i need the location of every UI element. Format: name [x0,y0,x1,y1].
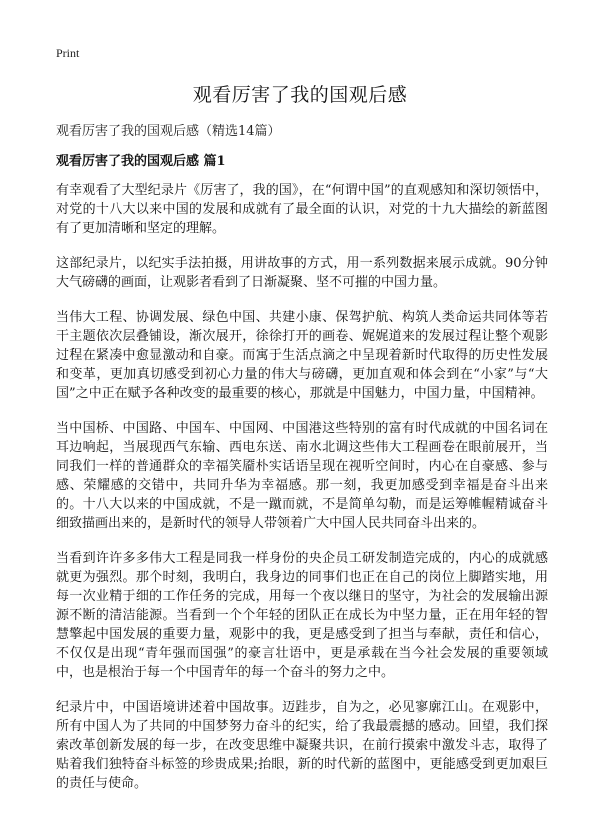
document-title: 观看厉害了我的国观后感 [192,84,408,106]
paragraph-4: 当中国桥、中国路、中国车、中国网、中国港这些特别的富有时代成就的中国名词在耳边响起，当展现西气东输、西电东送、南水北调这些伟大工程画卷在眼前展开，当同我们一样的普通群众的幸福笑靥朴实话语呈现在视听空间时，内心在自豪感、参与感、荣耀感的交错中，共同升华为幸福感。那一刻，我更加感受到幸福是奋斗出来的。十八大以来的中国成就，不是一蹴而就，不是简单勾勒，而是运筹帷幄精诚奋斗细致描画出来的，是新时代的领导人带领着广大中国人民共同奋斗出来的。 [56,421,548,531]
document-subtitle: 观看厉害了我的国观后感（精选14篇） [56,124,281,139]
paragraph-3: 当伟大工程、协调发展、绿色中国、共建小康、保驾护航、构筑人类命运共同体等若干主题依次层叠铺设，渐次展开，徐徐打开的画卷、娓娓道来的发展过程让整个观影过程在紧凑中愈显激动和自豪。而寓于生活点滴之中呈现着新时代取得的历史性发展和变革，更加真切感受到初心力量的伟大与磅礴，更加直观和体会到在“小家”与“大国”之中正在赋予各种改变的最重要的核心，那就是中国魅力，中国力量，中国精神。 [56,310,548,401]
print-link[interactable]: Print [56,46,80,60]
article-body [56,181,548,809]
paragraph-6: 纪录片中，中国语境讲述着中国故事。迈跬步，自为之，必见寥廓江山。在观影中，所有中国人为了共同的中国梦努力奋斗的纪实，给了我最震撼的感动。回望，我们探索改革创新发展的每一步，在改变思维中凝聚共识，在前行摸索中激发斗志，取得了贴着我们独特奋斗标签的珍贵成果;抬眼，新的时代新的蓝图中，更能感受到更加艰巨的责任与使命。 [56,700,548,791]
paragraph-5: 当看到许许多多伟大工程是同我一样身份的央企员工研发制造完成的，内心的成就感就更为强烈。那个时刻，我明白，我身边的同事们也正在自己的岗位上脚踏实地，用每一次业精于细的工作任务的完成，用每一个夜以继日的坚守，为社会的发展输出源源不断的清洁能源。当看到一个个年轻的团队正在成长为中坚力量，正在用年轻的智慧擎起中国发展的重要力量，观影中的我，更是感受到了担当与奉献，责任和信心，不仅仅是出现“青年强而国强”的豪言壮语中，更是承载在当今社会发展的重要领域中，也是根治于每一个中国青年的每一个奋斗的努力之中。 [56,551,548,680]
paragraph-2: 这部纪录片，以纪实手法拍摄，用讲故事的方式，用一系列数据来展示成就。90分钟大气磅礴的画面，让观影者看到了日渐凝聚、坚不可摧的中国力量。 [56,256,548,290]
section-heading: 观看厉害了我的国观后感 篇1 [56,154,226,169]
paragraph-1: 有幸观看了大型纪录片《厉害了，我的国》，在“何谓中国”的直观感知和深切领悟中，对党的十八大以来中国的发展和成就有了最全面的认识，对党的十九大描绘的新蓝图有了更加清晰和坚定的理解。 [56,183,548,236]
